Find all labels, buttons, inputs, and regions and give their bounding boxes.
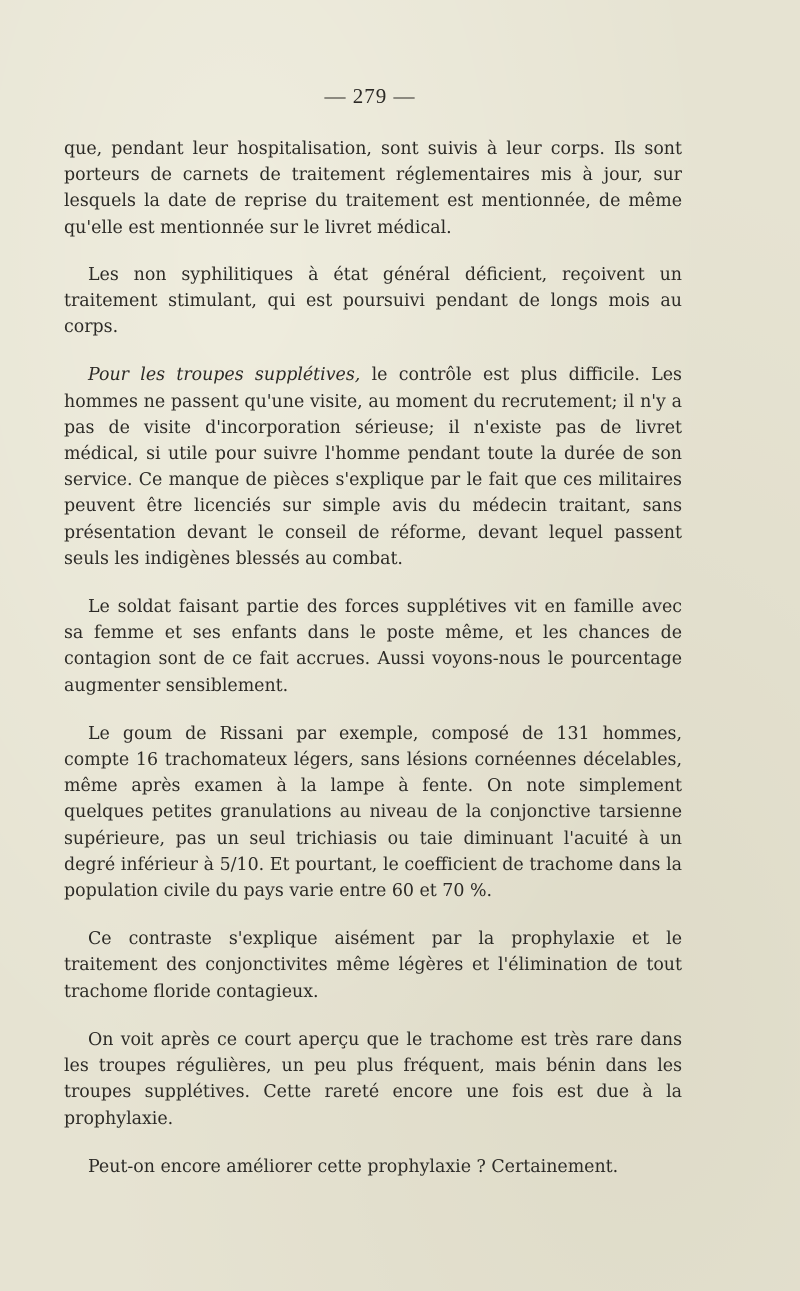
paragraph-3-text: le contrôle est plus difficile. Les hommes ne passent qu'une visite, au moment du recrutement; il n'y a pas de visite d'incorporation sérieuse; il n'existe pas de livret médical, si utile pour suivre l'homme pendant toute la durée de son service. Ce manque de pièces s'explique par le fait que ces militaires peuvent être licenciés sur simple avis du médecin traitant, sans présentation devant le conseil de réforme, devant lequel passent seuls les indigènes blessés au combat. (64, 365, 682, 569)
paragraph-7: On voit après ce court aperçu que le trachome est très rare dans les troupes régulières, un peu plus fréquent, mais bénin dans les troupes supplétives. Cette rareté encore une fois est due à la prophylaxie. (64, 1029, 682, 1129)
paragraph-3 (64, 362, 682, 572)
paragraph-5: Le goum de Rissani par exemple, composé de 131 hommes, compte 16 trachomateux légers, sans lésions cornéennes décelables, même après examen à la lampe à fente. On note simplement quelques petites granulations au niveau de la conjonctive tarsienne supérieure, pas un seul trichiasis ou taie diminuant l'acuité à un degré inférieur à 5/10. Et pourtant, le coefficient de trachome dans la population civile du pays varie entre 60 et 70 %. (64, 723, 682, 902)
paragraph-2: Les non syphilitiques à état général déficient, reçoivent un traitement stimulant, qui est poursuivi pendant de longs mois au corps. (64, 264, 682, 338)
paragraph-3-italic-lead: Pour les troupes supplétives, (88, 365, 361, 386)
paragraph-1: que, pendant leur hospitalisation, sont suivis à leur corps. Ils sont porteurs de carnets de traitement réglementaires mis à jour, sur lesquels la date de reprise du traitement est mentionnée, de même qu'elle est mentionnée sur le livret médical. (64, 139, 682, 238)
page-number: — 279 — (324, 84, 416, 108)
paragraph-6: Ce contraste s'explique aisément par la prophylaxie et le traitement des conjonctivites même légères et l'élimination de tout trachome floride contagieux. (64, 929, 682, 1002)
paragraph-8: Peut-on encore améliorer cette prophylaxie ? Certainement. (88, 1156, 619, 1177)
body-text (64, 136, 682, 1203)
paragraph-4: Le soldat faisant partie des forces supplétives vit en famille avec sa femme et ses enfants dans le poste même, et les chances de contagion sont de ce fait accrues. Aussi voyons-nous le pourcentage augmenter sensiblement. (64, 597, 682, 696)
